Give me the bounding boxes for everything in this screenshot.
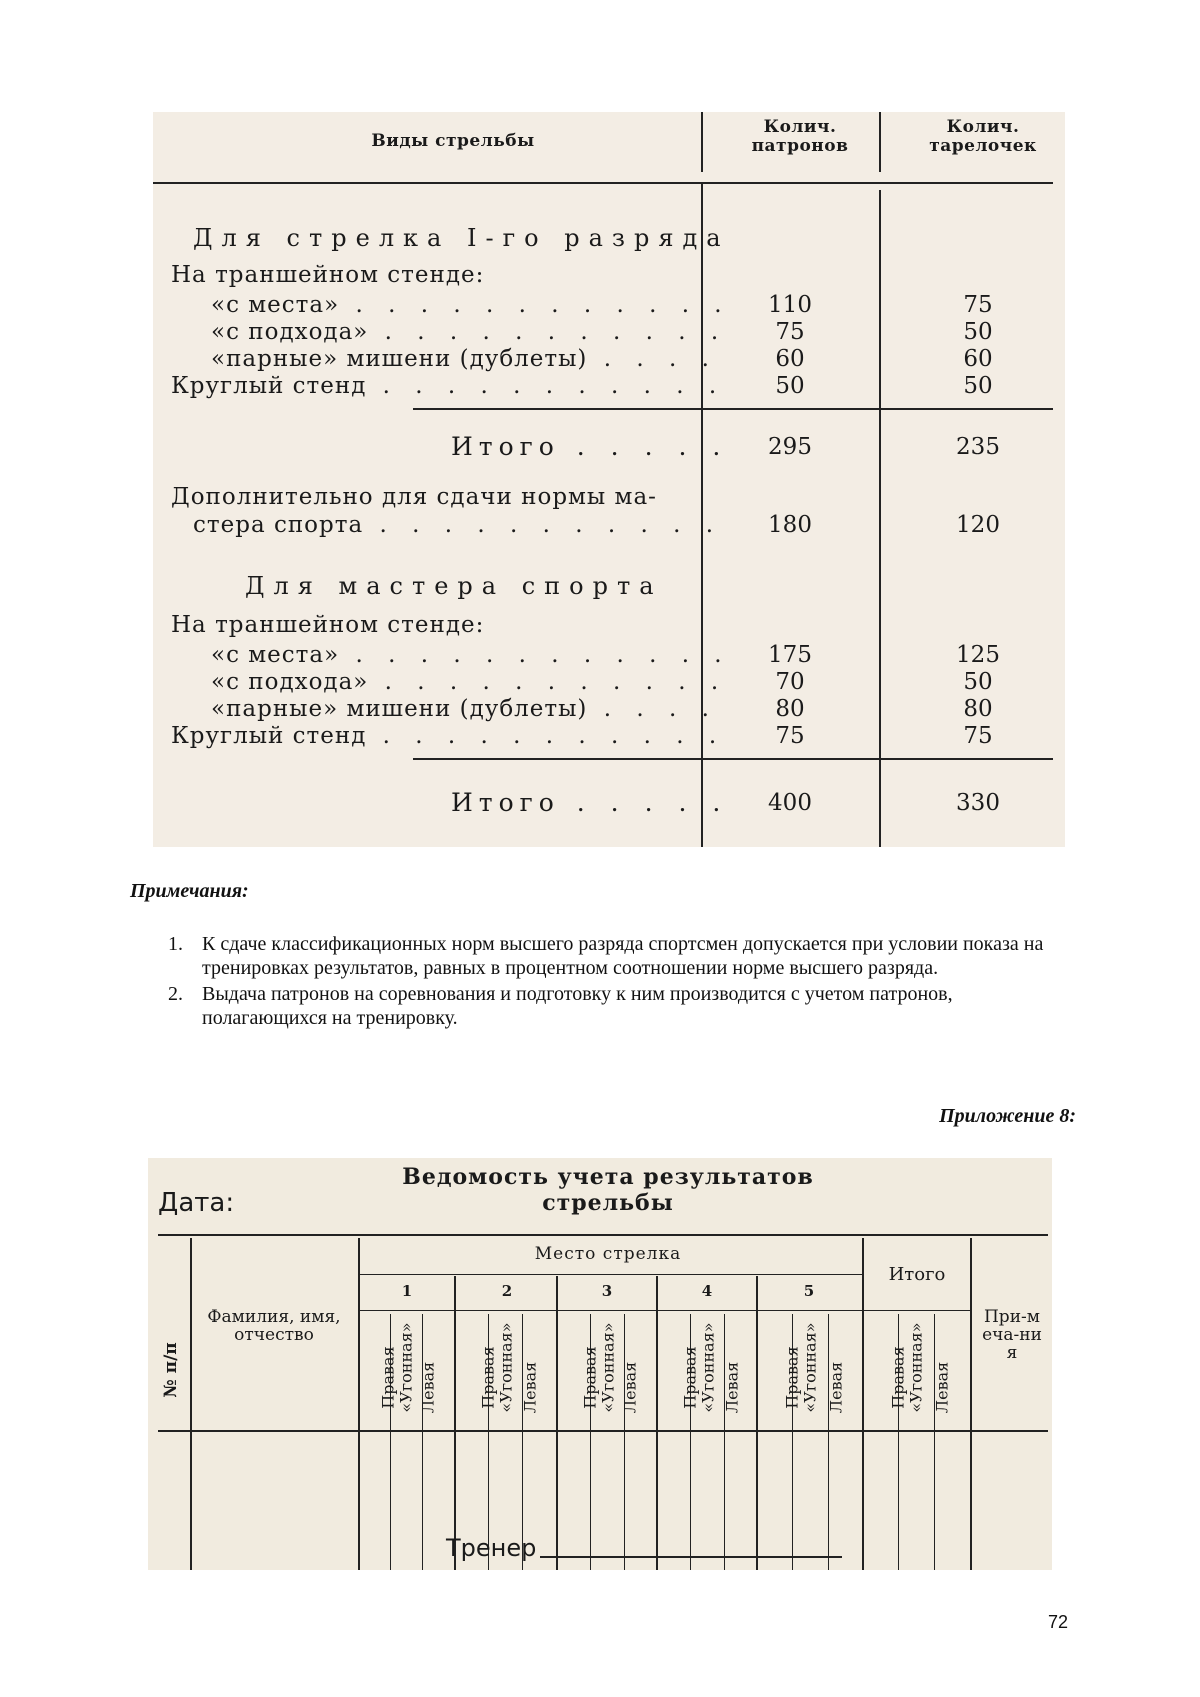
extra-cartridges: 180 xyxy=(768,512,812,538)
position-number: 2 xyxy=(501,1282,513,1300)
position-number: 5 xyxy=(803,1282,815,1300)
cartridges-value: 110 xyxy=(768,292,812,318)
note-item: 1. К сдаче классификационных норм высшего разряда спортсмен допускается при условии показа на тренировках результатов, равных в процентном соотношении норме высшего разряда. xyxy=(168,933,1044,979)
sub-col-left: Левая xyxy=(520,1361,540,1414)
row-label: «парные» мишени (дублеты) . . . . xyxy=(211,696,718,722)
row-label: «парные» мишени (дублеты) . . . . xyxy=(211,346,718,372)
sub-col-chase: «Угонная» xyxy=(906,1322,926,1413)
total-cartridges: 400 xyxy=(768,790,812,816)
sub-col-chase: «Угонная» xyxy=(698,1322,718,1413)
total-header: Итого xyxy=(888,1264,946,1285)
sub-col-right: Правая xyxy=(888,1346,908,1409)
position-number: 3 xyxy=(601,1282,613,1300)
total-label: Итого . . . . . xyxy=(451,432,730,461)
row-label: «с подхода» . . . . . . . . . . . xyxy=(211,319,728,345)
sub-col-right: Правая xyxy=(478,1346,498,1409)
note-item: 2. Выдача патронов на соревнования и подготовку к ним производится с учетом патронов, полагающихся на тренировку. xyxy=(168,983,953,1029)
targets-value: 50 xyxy=(963,373,993,399)
col-line xyxy=(454,1276,456,1570)
extra-line-1: Дополнительно для сдачи нормы ма- xyxy=(171,484,657,510)
header-kind: Виды стрельбы xyxy=(371,131,535,151)
sub-col-chase: «Угонная» xyxy=(396,1322,416,1413)
targets-value: 75 xyxy=(963,723,993,749)
sub-col-right: Правая xyxy=(378,1346,398,1409)
subtotal-rule xyxy=(413,758,1053,760)
total-cartridges: 295 xyxy=(768,434,812,460)
cartridges-value: 175 xyxy=(768,642,812,668)
pos-rule xyxy=(358,1310,970,1311)
notes-list xyxy=(160,932,1060,1032)
section-subtitle: На траншейном стенде: xyxy=(171,612,485,638)
col-line xyxy=(756,1276,758,1570)
col-divider-2 xyxy=(879,190,881,847)
sub-col-left: Левая xyxy=(932,1361,952,1414)
group-rule xyxy=(358,1274,862,1275)
sub-col-chase: «Угонная» xyxy=(598,1322,618,1413)
header-divider-1 xyxy=(701,112,703,172)
section-title: Для мастера спорта xyxy=(245,572,663,600)
position-number: 1 xyxy=(401,1282,413,1300)
cartridges-value: 80 xyxy=(775,696,805,722)
sub-col-left: Левая xyxy=(826,1361,846,1414)
cartridges-value: 50 xyxy=(775,373,805,399)
header-targets: Колич. тарелочек xyxy=(929,117,1037,156)
row-label: «с места» . . . . . . . . . . . . xyxy=(211,292,731,318)
results-form xyxy=(148,1158,1052,1570)
col-line xyxy=(358,1238,360,1570)
cartridges-value: 75 xyxy=(775,723,805,749)
section-title: Для стрелка I-го разряда xyxy=(193,224,730,252)
targets-value: 80 xyxy=(963,696,993,722)
total-label: Итого . . . . . xyxy=(451,788,730,817)
subtotal-rule xyxy=(413,408,1053,410)
sub-col-right: Правая xyxy=(782,1346,802,1409)
header-divider-2 xyxy=(879,112,881,172)
col-line xyxy=(190,1238,192,1570)
row-label: «с места» . . . . . . . . . . . . xyxy=(211,642,731,668)
header-bottom-rule xyxy=(158,1430,1048,1432)
cartridges-value: 70 xyxy=(775,669,805,695)
col-number-header: № п/п xyxy=(161,1342,181,1398)
cartridges-value: 60 xyxy=(775,346,805,372)
sub-col-left: Левая xyxy=(620,1361,640,1414)
sub-col-chase: «Угонная» xyxy=(496,1322,516,1413)
shooting-norms-table xyxy=(153,112,1065,847)
section-subtitle: На траншейном стенде: xyxy=(171,262,485,288)
cartridges-value: 75 xyxy=(775,319,805,345)
coach-signature-line xyxy=(540,1556,842,1558)
total-targets: 330 xyxy=(956,790,1000,816)
sub-col-chase: «Угонная» xyxy=(800,1322,820,1413)
form-top-rule xyxy=(158,1234,1048,1236)
col-line xyxy=(556,1276,558,1570)
targets-value: 50 xyxy=(963,669,993,695)
notes-header: При-меча-ния xyxy=(982,1307,1042,1363)
notes-title: Примечания: xyxy=(130,880,249,902)
sub-col-right: Правая xyxy=(680,1346,700,1409)
targets-value: 50 xyxy=(963,319,993,345)
row-label: Круглый стенд . . . . . . . . . . . xyxy=(171,373,726,399)
col-line xyxy=(862,1238,864,1570)
col-line xyxy=(970,1238,972,1570)
header-cartridges: Колич. патронов xyxy=(751,117,849,156)
row-label: «с подхода» . . . . . . . . . . . xyxy=(211,669,728,695)
row-label: Круглый стенд . . . . . . . . . . . xyxy=(171,723,726,749)
sub-col-left: Левая xyxy=(722,1361,742,1414)
col-name-header: Фамилия, имя, отчество xyxy=(207,1307,341,1345)
header-rule xyxy=(153,182,1053,184)
total-targets: 235 xyxy=(956,434,1000,460)
date-label: Дата: xyxy=(158,1188,235,1218)
extra-targets: 120 xyxy=(956,512,1000,538)
position-number: 4 xyxy=(701,1282,713,1300)
group-header: Место стрелка xyxy=(534,1244,682,1264)
col-line xyxy=(656,1276,658,1570)
sub-col-right: Правая xyxy=(580,1346,600,1409)
targets-value: 60 xyxy=(963,346,993,372)
page-number: 72 xyxy=(1047,1612,1068,1632)
form-title: Ведомость учета результатов стрельбы xyxy=(402,1164,814,1216)
extra-line-2: стера спорта . . . . . . . . . . . xyxy=(193,512,723,538)
targets-value: 75 xyxy=(963,292,993,318)
sub-col-left: Левая xyxy=(418,1361,438,1414)
targets-value: 125 xyxy=(956,642,1000,668)
appendix-label: Приложение 8: xyxy=(939,1105,1076,1127)
coach-label: Тренер xyxy=(446,1534,537,1562)
